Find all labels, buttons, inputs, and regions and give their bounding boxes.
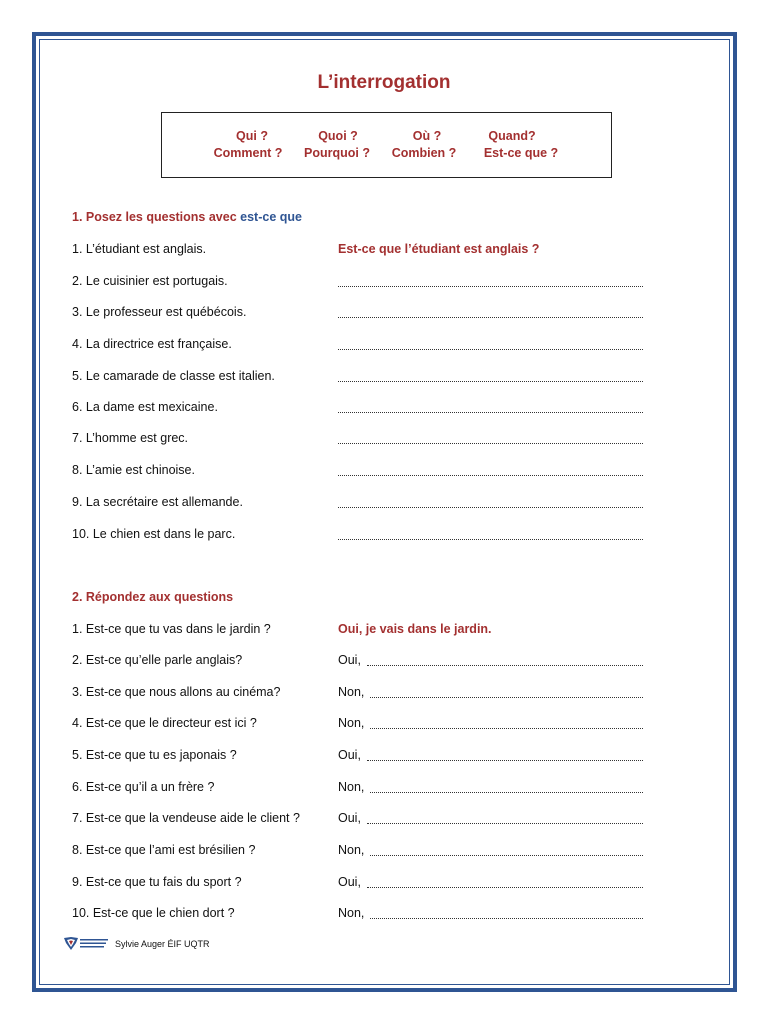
list-item: [0, 622, 768, 640]
question-text: 3. Est-ce que nous allons au cinéma?: [72, 685, 281, 699]
list-item: [0, 906, 768, 924]
answer-blank[interactable]: [338, 381, 643, 382]
list-item: [0, 400, 768, 418]
question-text: 1. L’étudiant est anglais.: [72, 242, 207, 256]
question-text: 4. La directrice est française.: [72, 337, 232, 351]
question-words-box: [161, 112, 612, 178]
word-ou: Où ?: [412, 129, 442, 143]
question-text: 2. Est-ce qu’elle parle anglais?: [72, 653, 243, 667]
word-qui: Qui ?: [236, 129, 268, 143]
answer-prefix: Oui,: [338, 875, 361, 889]
example-answer: Est-ce que l’étudiant est anglais ?: [338, 242, 540, 256]
section1-title-highlight: est-ce que: [240, 210, 302, 224]
word-pourquoi: Pourquoi ?: [304, 146, 370, 160]
answer-prefix: Oui,: [338, 748, 361, 762]
list-item: [0, 811, 768, 829]
answer-blank[interactable]: [367, 760, 643, 761]
school-logo-icon: [63, 936, 111, 952]
answer-blank[interactable]: [338, 507, 643, 508]
section1-title-text: 1. Posez les questions avec: [72, 210, 241, 224]
answer-blank[interactable]: [370, 855, 643, 856]
list-item: [0, 716, 768, 734]
answer-prefix: Non,: [338, 906, 365, 920]
list-item: [0, 685, 768, 703]
example-answer: Oui, je vais dans le jardin.: [338, 622, 492, 636]
question-text: 5. Est-ce que tu es japonais ?: [72, 748, 237, 762]
word-quand: Quand?: [488, 129, 536, 143]
list-item: [0, 369, 768, 387]
answer-prefix: Non,: [338, 780, 365, 794]
list-item: [0, 843, 768, 861]
question-text: 1. Est-ce que tu vas dans le jardin ?: [72, 622, 271, 636]
question-text: 3. Le professeur est québécois.: [72, 305, 247, 319]
answer-blank[interactable]: [338, 349, 643, 350]
answer-blank[interactable]: [370, 697, 643, 698]
section2-title: 2. Répondez aux questions: [72, 590, 234, 604]
list-item: [0, 780, 768, 798]
question-text: 9. Est-ce que tu fais du sport ?: [72, 875, 242, 889]
list-item: [0, 463, 768, 481]
answer-blank[interactable]: [338, 286, 643, 287]
footer: [63, 936, 210, 952]
list-item: [0, 875, 768, 893]
list-item: [0, 242, 768, 260]
word-estceque: Est-ce que ?: [483, 146, 559, 160]
question-text: 2. Le cuisinier est portugais.: [72, 274, 228, 288]
answer-blank[interactable]: [338, 539, 643, 540]
answer-prefix: Non,: [338, 716, 365, 730]
question-text: 4. Est-ce que le directeur est ici ?: [72, 716, 257, 730]
answer-blank[interactable]: [338, 443, 643, 444]
list-item: [0, 653, 768, 671]
question-text: 10. Le chien est dans le parc.: [72, 527, 236, 541]
question-text: 8. Est-ce que l’ami est brésilien ?: [72, 843, 256, 857]
answer-blank[interactable]: [338, 317, 643, 318]
page-title: L’interrogation: [317, 72, 451, 93]
list-item: [0, 305, 768, 323]
answer-blank[interactable]: [367, 887, 643, 888]
answer-blank[interactable]: [338, 475, 643, 476]
question-text: 7. L’homme est grec.: [72, 431, 189, 445]
answer-blank[interactable]: [370, 792, 643, 793]
footer-author: Sylvie Auger ÉIF UQTR: [115, 939, 210, 949]
list-item: [0, 337, 768, 355]
section1-title: [72, 210, 302, 224]
question-text: 9. La secrétaire est allemande.: [72, 495, 243, 509]
answer-blank[interactable]: [367, 665, 643, 666]
list-item: [0, 431, 768, 449]
answer-blank[interactable]: [370, 918, 643, 919]
list-item: [0, 495, 768, 513]
word-quoi: Quoi ?: [318, 129, 358, 143]
answer-prefix: Oui,: [338, 811, 361, 825]
answer-prefix: Non,: [338, 843, 365, 857]
question-text: 10. Est-ce que le chien dort ?: [72, 906, 235, 920]
word-comment: Comment ?: [213, 146, 283, 160]
question-text: 6. La dame est mexicaine.: [72, 400, 218, 414]
question-text: 5. Le camarade de classe est italien.: [72, 369, 275, 383]
question-text: 6. Est-ce qu’il a un frère ?: [72, 780, 215, 794]
answer-prefix: Non,: [338, 685, 365, 699]
answer-blank[interactable]: [370, 728, 643, 729]
answer-prefix: Oui,: [338, 653, 361, 667]
answer-blank[interactable]: [367, 823, 643, 824]
question-text: 7. Est-ce que la vendeuse aide le client ?: [72, 811, 300, 825]
list-item: [0, 274, 768, 292]
answer-blank[interactable]: [338, 412, 643, 413]
word-combien: Combien ?: [391, 146, 457, 160]
list-item: [0, 527, 768, 545]
list-item: [0, 748, 768, 766]
question-text: 8. L’amie est chinoise.: [72, 463, 195, 477]
